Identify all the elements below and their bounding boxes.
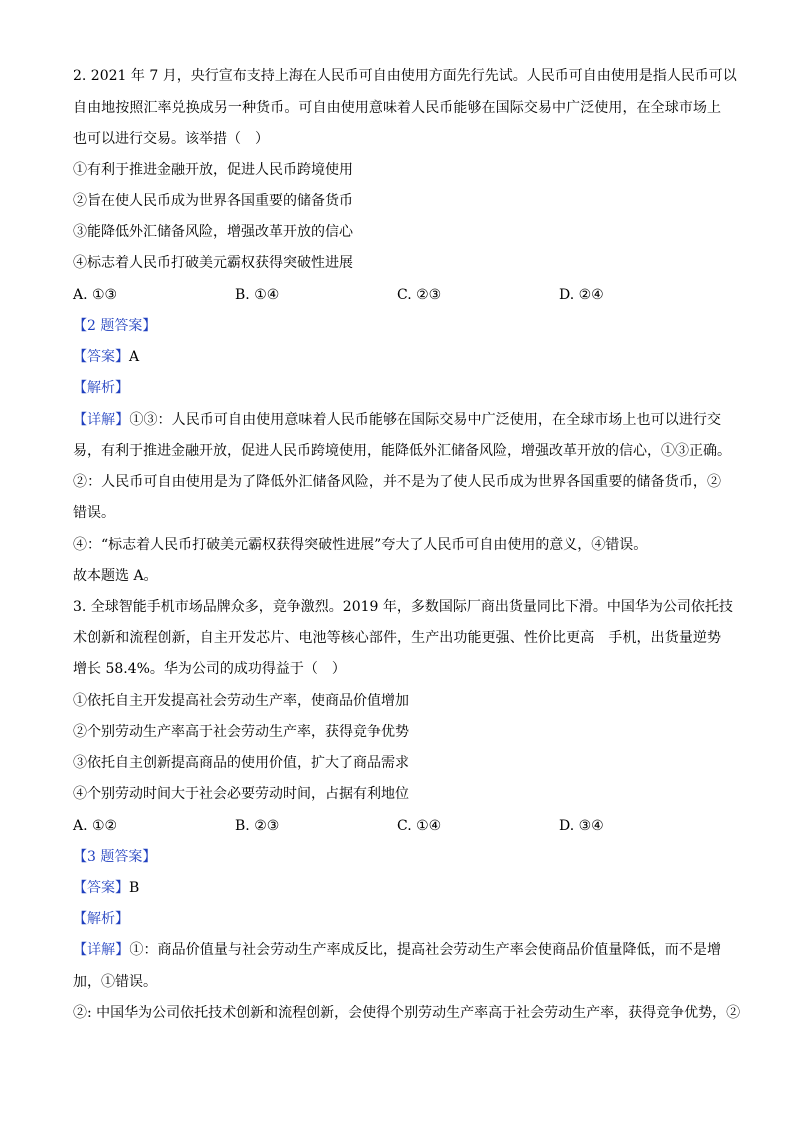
q3-option-d: D. ③④	[559, 818, 604, 834]
q3-detail-line-1	[73, 941, 721, 959]
q2-detail-tag: 【详解】	[73, 412, 130, 428]
q3-detail-line-3: ②: 中国华为公司依托技术创新和流程创新，会使得个别劳动生产率高于社会劳动生产率，获得竞争优势，②	[73, 1005, 741, 1021]
q3-answer-tag: 【答案】	[73, 880, 129, 896]
q3-item-2: ②个别劳动生产率高于社会劳动生产率，获得竞争优势	[73, 724, 409, 740]
q2-detail-line-4: 错误。	[73, 505, 115, 521]
q3-option-c: C. ①④	[397, 818, 442, 834]
q2-item-3: ③能降低外汇储备风险，增强改革开放的信心	[73, 224, 353, 240]
q2-detail-line-2: 易，有利于推进金融开放，促进人民币跨境使用，能降低外汇储备风险，增强改革开放的信心，①③正确。	[73, 443, 731, 459]
q2-answer-line	[73, 348, 139, 366]
q2-answer-tag: 【答案】	[73, 349, 129, 365]
q3-option-b: B. ②③	[235, 818, 280, 834]
q2-detail-line-1	[73, 411, 721, 429]
q2-answer-value: A	[129, 349, 140, 365]
q3-option-a: A. ①②	[73, 818, 118, 834]
q2-stem-line-2: 自由地按照汇率兑换成另一种货币。可自由使用意味着人民币能够在国际交易中广泛使用，在全球市场上	[73, 100, 721, 116]
q3-detail-tag: 【详解】	[73, 942, 130, 958]
q3-detail-text-1: ①：商品价值量与社会劳动生产率成反比，提高社会劳动生产率会使商品价值量降低，而不是增	[129, 942, 722, 958]
q2-option-a: A. ①③	[73, 287, 118, 303]
q3-stem-line-3: 增长 58.4%。华为公司的成功得益于（ ）	[73, 661, 346, 677]
q3-answer-value: B	[129, 880, 140, 896]
q3-item-4: ④个别劳动时间大于社会必要劳动时间，占据有利地位	[73, 786, 409, 802]
q2-stem-line-3: 也可以进行交易。该举措（ ）	[73, 131, 269, 147]
q2-stem-line-1: 2. 2021 年 7 月，央行宣布支持上海在人民币可自由使用方面先行先试。人民币可自由使用是指人民币可以	[73, 68, 737, 84]
q3-detail-line-2: 加，①错误。	[73, 974, 157, 990]
q3-item-3: ③依托自主创新提高商品的使用价值，扩大了商品需求	[73, 755, 409, 771]
q2-answer-header: 【2 题答案】	[73, 318, 157, 334]
q3-answer-line	[73, 879, 139, 897]
q2-analysis-header: 【解析】	[73, 380, 129, 396]
q3-analysis-header: 【解析】	[73, 911, 129, 927]
q3-stem-line-2: 术创新和流程创新，自主开发芯片、电池等核心部件，生产出功能更强、性价比更高 手机，出货量逆势	[73, 630, 721, 646]
q2-detail-line-6: 故本题选 A。	[73, 568, 158, 584]
q2-option-b: B. ①④	[235, 287, 280, 303]
q2-item-1: ①有利于推进金融开放，促进人民币跨境使用	[73, 162, 353, 178]
q2-detail-line-5: ④：“标志着人民币打破美元霸权获得突破性进展”夸大了人民币可自由使用的意义，④错误。	[73, 537, 648, 553]
q2-item-2: ②旨在使人民币成为世界各国重要的储备货币	[73, 193, 353, 209]
q2-option-d: D. ②④	[559, 287, 604, 303]
q2-option-c: C. ②③	[397, 287, 442, 303]
q3-stem-line-1: 3. 全球智能手机市场品牌众多，竞争激烈。2019 年，多数国际厂商出货量同比下滑。中国华为公司依托技	[73, 599, 733, 615]
q3-answer-header: 【3 题答案】	[73, 849, 157, 865]
q2-item-4: ④标志着人民币打破美元霸权获得突破性进展	[73, 255, 353, 271]
q2-detail-line-3: ②：人民币可自由使用是为了降低外汇储备风险，并不是为了使人民币成为世界各国重要的储备货币，②	[73, 474, 721, 490]
q2-detail-text-1: ①③：人民币可自由使用意味着人民币能够在国际交易中广泛使用，在全球市场上也可以进行交	[129, 412, 722, 428]
q3-item-1: ①依托自主开发提高社会劳动生产率，使商品价值增加	[73, 693, 409, 709]
